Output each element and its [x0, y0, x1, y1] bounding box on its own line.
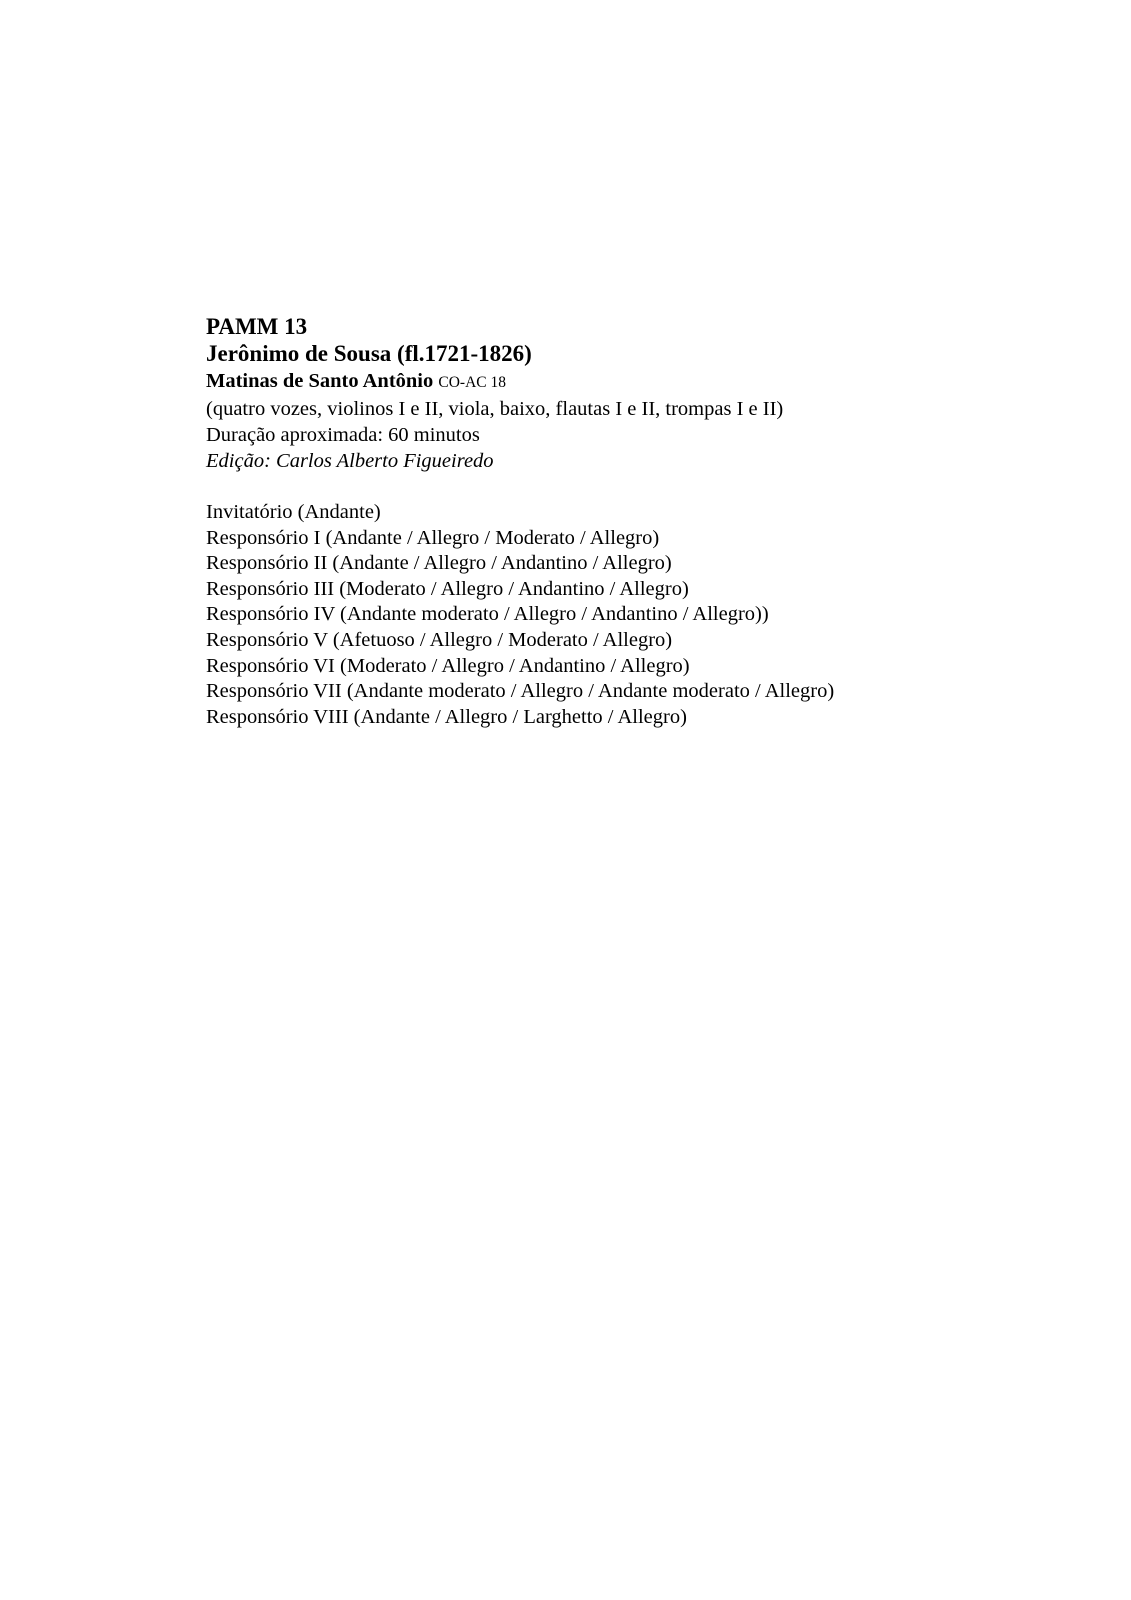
work-title: Matinas de Santo Antônio — [206, 370, 434, 392]
list-item: Responsório IV (Andante moderato / Allegro / Andantino / Allegro)) — [206, 603, 769, 626]
composer-heading: Jerônimo de Sousa (fl.1721-1826) — [206, 341, 532, 366]
list-item: Responsório V (Afetuoso / Allegro / Moderato / Allegro) — [206, 628, 673, 651]
list-item: Responsório VII (Andante moderato / Allegro / Andante moderato / Allegro) — [206, 680, 835, 703]
edition-credit: Edição: Carlos Alberto Figueiredo — [206, 450, 494, 472]
duration: Duração aproximada: 60 minutos — [206, 424, 480, 446]
list-item: Responsório VIII (Andante / Allegro / Larghetto / Allegro) — [206, 705, 687, 728]
list-item: Invitatório (Andante) — [206, 501, 381, 523]
series-heading: PAMM 13 — [206, 314, 308, 339]
movement-list — [206, 500, 1086, 730]
list-item: Responsório I (Andante / Allegro / Moderato / Allegro) — [206, 526, 660, 549]
list-item: Responsório III (Moderato / Allegro / Andantino / Allegro) — [206, 577, 689, 600]
catalog-number: CO-AC 18 — [438, 374, 506, 391]
list-item: Responsório II (Andante / Allegro / Andantino / Allegro) — [206, 552, 672, 575]
document-body — [206, 313, 1086, 746]
list-item: Responsório VI (Moderato / Allegro / Andantino / Allegro) — [206, 654, 690, 677]
work-title-line — [206, 368, 1086, 396]
instrumentation: (quatro vozes, violinos I e II, viola, baixo, flautas I e II, trompas I e II) — [206, 398, 784, 420]
